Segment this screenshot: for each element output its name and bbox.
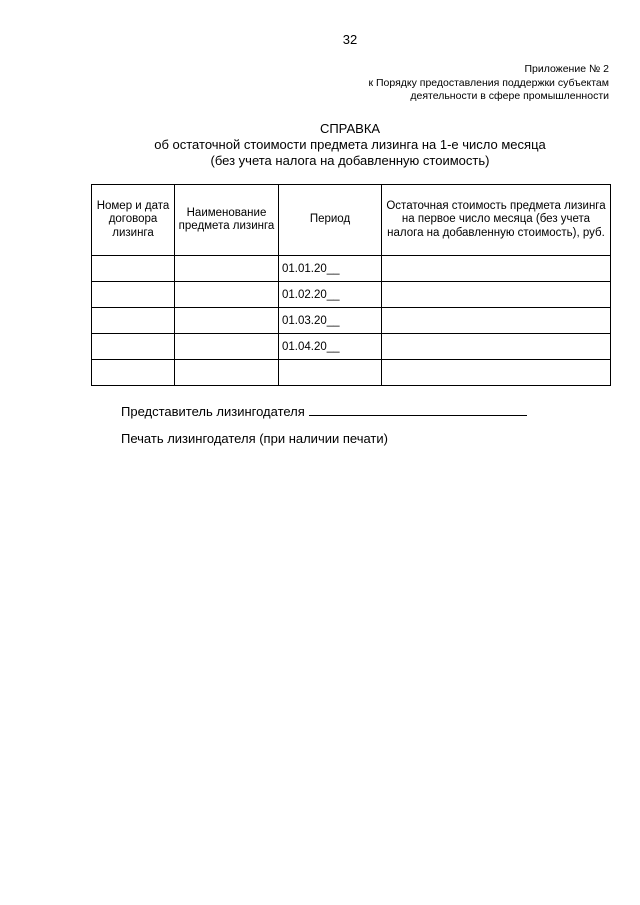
signature-underline [309,405,527,416]
appendix-line-3: деятельности в сфере промышленности [410,90,609,102]
table-header-row [92,185,611,256]
leasing-table [91,184,611,386]
title-main: СПРАВКА [319,121,381,136]
header-residual-value: Остаточная стоимость предмета лизинга на первое число месяца (без учета налога на добавленную стоимость), руб. [382,185,611,256]
table-cell [92,360,175,386]
table-cell [382,256,611,282]
header-period: Период [279,185,382,256]
table-row [92,256,611,282]
table-cell [382,360,611,386]
table-cell [382,334,611,360]
appendix-reference [368,63,609,104]
representative-line [121,404,527,419]
representative-label: Представитель лизингодателя [121,404,305,419]
table-cell [92,334,175,360]
title-subtitle-2: (без учета налога на добавленную стоимость) [210,153,490,168]
stamp-line: Печать лизингодателя (при наличии печати) [121,431,388,446]
appendix-line-1: Приложение № 2 [524,63,609,75]
table-cell [92,308,175,334]
table-cell [382,282,611,308]
table-cell [175,308,279,334]
header-contract: Номер и дата договора лизинга [92,185,175,256]
table-cell-period: 01.01.20__ [279,256,382,282]
table-cell [175,360,279,386]
table-cell-period: 01.03.20__ [279,308,382,334]
document-title [0,121,640,169]
table-row [92,360,611,386]
table-cell-period: 01.04.20__ [279,334,382,360]
table-cell-period [279,360,382,386]
title-subtitle-1: об остаточной стоимости предмета лизинга на 1-е число месяца [154,137,546,152]
table-cell [175,256,279,282]
page-number: 32 [342,32,358,47]
table-cell [92,282,175,308]
table-row [92,308,611,334]
table-row [92,282,611,308]
table-cell [175,282,279,308]
appendix-line-2: к Порядку предоставления поддержки субъектам [368,76,609,89]
table-cell [175,334,279,360]
table-cell [382,308,611,334]
table-cell [92,256,175,282]
table-row [92,334,611,360]
header-item-name: Наименование предмета лизинга [175,185,279,256]
table-cell-period: 01.02.20__ [279,282,382,308]
